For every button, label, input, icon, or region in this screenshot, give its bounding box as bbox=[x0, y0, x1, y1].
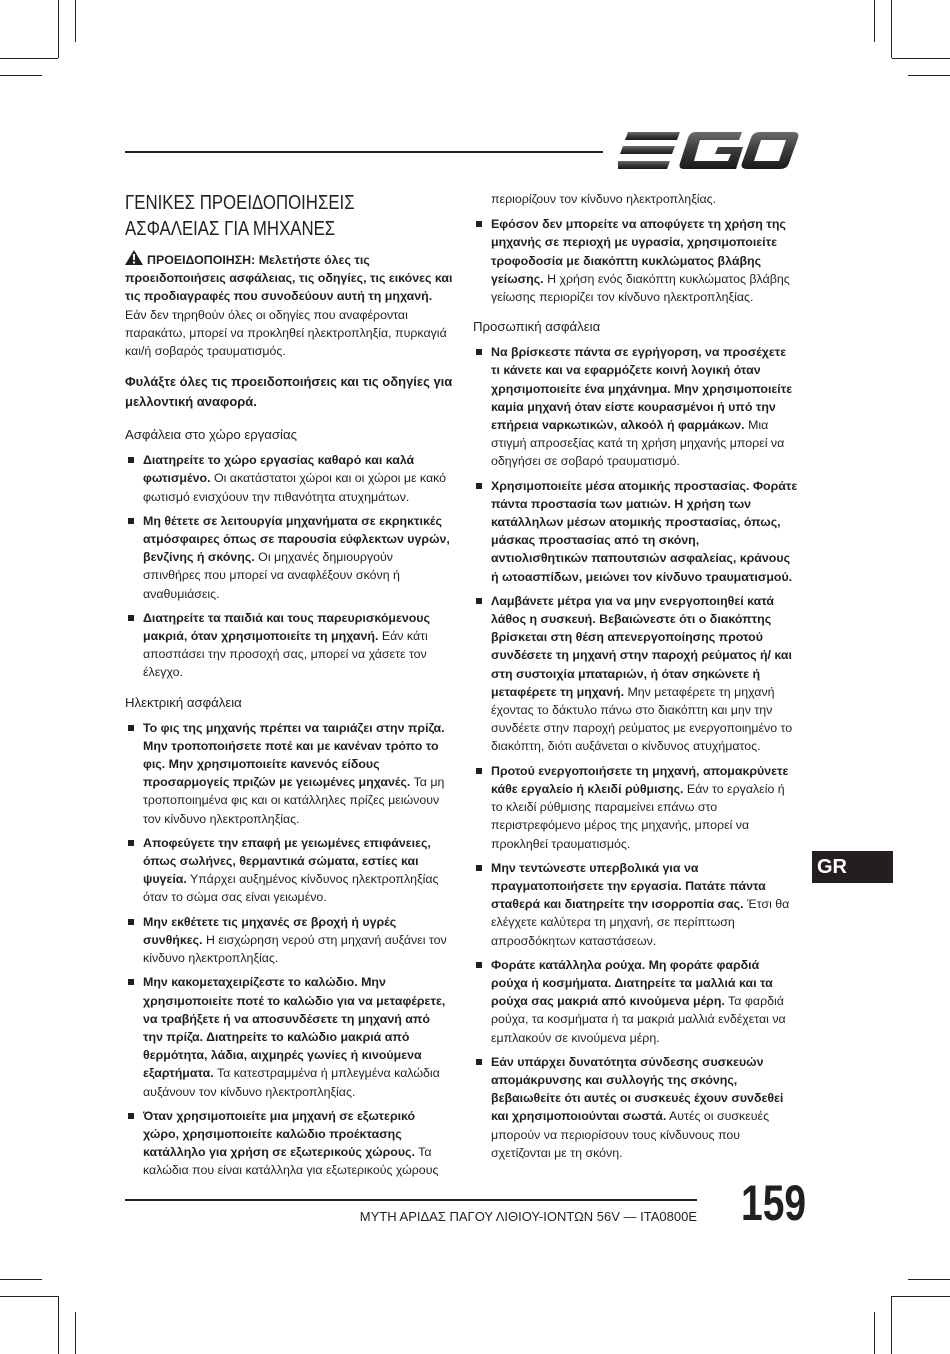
language-tab-label: GR bbox=[817, 856, 847, 878]
item-bold-text: Μην κακομεταχειρίζεστε το καλώδιο. Μην χρησιμοποιείτε ποτέ το καλώδιο για να μεταφέρετε, να τραβήξετε ή να αποσυνδέσετε τη μηχανή από την πρίζα. Διατηρείτε το καλώδιο μακριά από θερμότητα, λάδια, αιχμηρές γωνίες ή κινούμενα εξαρτήματα. bbox=[143, 975, 446, 1081]
ego-logo bbox=[618, 130, 800, 172]
item-bold-text: Μη θέτετε σε λειτουργία μηχανήματα σε εκρηκτικές ατμόσφαιρες όπως σε παρουσία εύφλεκτων υγρών, βενζίνης ή σκόνης. bbox=[143, 513, 450, 565]
crop-mark bbox=[908, 75, 950, 76]
item-bold-text: Προτού ενεργοποιήσετε τη μηχανή, απομακρύνετε κάθε εργαλείο ή κλειδί ρύθμισης. bbox=[491, 763, 789, 796]
item-bold-text: Να βρίσκεστε πάντα σε εγρήγορση, να προσέχετε τι κάνετε και να εφαρμόζετε κοινή λογική όταν χρησιμοποιείτε ένα μηχάνημα. Μην χρησιμοποιείτε καμία μηχανή όταν είστε κουρασμένοι ή υπό την επήρεια ναρκωτικών, αλκοόλ ή φαρμάκων. bbox=[491, 345, 793, 433]
item-text: Μην μεταφέρετε τη μηχανή έχοντας το δάκτυλο πάνω στο διακόπτη και μην την συνδέετε στην παροχή ρεύματος με ενεργοποιημένο το διακόπτη, διότι αυξάνεται ο κίνδυνος ατυχήματος. bbox=[491, 684, 793, 754]
list-item bbox=[473, 1053, 798, 1162]
electrical-list-continued bbox=[473, 215, 798, 306]
crop-mark bbox=[892, 1296, 950, 1297]
item-bold-text: Μην τεντώνεστε υπερβολικά για να πραγματοποιήσετε την εργασία. Πατάτε πάντα σταθερά και διατηρείτε την ισορροπία σας. bbox=[491, 860, 766, 912]
electrical-list bbox=[125, 719, 453, 1180]
keep-instructions-notice: Φυλάξτε όλες τις προειδοποιήσεις και τις οδηγίες για μελλοντική αναφορά. bbox=[125, 374, 453, 410]
item-text: Οι μηχανές δημιουργούν σπινθήρες που μπορεί να αναφλέξουν σκόνη ή αναθυμιάσεις. bbox=[143, 550, 400, 601]
crop-mark bbox=[0, 1296, 58, 1297]
list-item bbox=[125, 1107, 453, 1180]
crop-mark bbox=[75, 0, 76, 42]
item-bold-text: Λαμβάνετε μέτρα για να μην ενεργοποιηθεί κατά λάθος η συσκευή. Βεβαιώνεστε ότι ο διακόπτης βρίσκεται στη θέση απενεργοποίησης προτού συνδέσετε τη μηχανή στην παροχή ρεύματος ή/ και στη συστοιχία μπαταριών, ή όταν σηκώνετε ή μεταφέρετε τη μηχανή. bbox=[491, 593, 792, 699]
item-text: Τα κατεστραμμένα ή μπλεγμένα καλώδια αυξάνουν τον κίνδυνο ηλεκτροπληξίας. bbox=[143, 1066, 440, 1099]
list-item bbox=[125, 719, 453, 828]
list-item bbox=[473, 477, 798, 586]
item-text: Τα καλώδια που είναι κατάλληλα για εξωτερικούς χώρους bbox=[143, 1145, 439, 1178]
list-item bbox=[125, 973, 453, 1100]
item-text: Η εισχώρηση νερού στη μηχανή αυξάνει τον κίνδυνο ηλεκτροπληξίας. bbox=[143, 932, 447, 966]
item-text: Υπάρχει αυξημένος κίνδυνος ηλεκτροπληξίας όταν το σώμα σας είναι γειωμένο. bbox=[143, 872, 439, 905]
crop-mark bbox=[58, 1296, 59, 1354]
crop-mark bbox=[75, 1312, 76, 1354]
section-heading-personal: Προσωπική ασφάλεια bbox=[473, 319, 601, 335]
list-item bbox=[125, 512, 453, 603]
item-text: Τα φαρδιά ρούχα, τα κοσμήματα ή τα μακριά μαλλιά ενδέχεται να εμπλακούν σε κινούμενα μέρη. bbox=[491, 994, 786, 1045]
item-text: Εάν κάτι αποσπάσει την προσοχή σας, μπορεί να χάσετε τον έλεγχο. bbox=[143, 629, 428, 680]
list-item bbox=[473, 592, 798, 756]
warning-bold-text: ΠΡΟΕΙΔΟΠΟΙΗΣΗ: Μελετήστε όλες τις προειδοποιήσεις ασφάλειας, τις οδηγίες, τις εικόνες και τις προδιαγραφές που συνοδεύουν αυτή τη μηχανή. bbox=[125, 253, 453, 304]
right-column bbox=[473, 190, 798, 1174]
page-number: 159 bbox=[741, 1175, 807, 1231]
item-text: Εάν το εργαλείο ή το κλειδί ρύθμισης παραμείνει επάνω στο περιστρεφόμενο μέρος της μηχανής, μπορεί να προκληθεί τραυματισμός. bbox=[491, 781, 785, 851]
crop-mark bbox=[0, 1279, 42, 1280]
section-heading-work-area: Ασφάλεια στο χώρο εργασίας bbox=[125, 427, 297, 443]
crop-mark bbox=[874, 1312, 875, 1354]
footer-rule bbox=[125, 1199, 697, 1201]
list-item bbox=[473, 956, 798, 1047]
item-text: Έτσι θα ελέγχετε καλύτερα τη μηχανή, σε περίπτωση απροσδόκητων καταστάσεων. bbox=[491, 897, 790, 948]
item-bold-text: Διατηρείτε τα παιδιά και τους παρευρισκόμενους μακριά, όταν χρησιμοποιείτε τη μηχανή. bbox=[143, 610, 430, 644]
item-text: Τα μη τροποποιημένα φις και οι κατάλληλες πρίζες μειώνουν τον κίνδυνο ηλεκτροπληξίας. bbox=[143, 775, 445, 826]
item-text: Αυτές οι συσκευές μπορούν να περιορίσουν τους κίνδυνους που σχετίζονται με τη σκόνη. bbox=[491, 1109, 770, 1160]
item-bold-text: Διατηρείτε το χώρο εργασίας καθαρό και καλά φωτισμένο. bbox=[143, 453, 415, 486]
page-title: ΓΕΝΙΚΕΣ ΠΡΟΕΙΔΟΠΟΙΗΣΕΙΣ ΑΣΦΑΛΕΙΑΣ ΓΙΑ ΜΗΧΑΝΕΣ bbox=[125, 192, 355, 240]
crop-mark bbox=[0, 58, 58, 59]
crop-mark bbox=[874, 0, 875, 42]
language-tab bbox=[812, 851, 893, 883]
item-bold-text: Εάν υπάρχει δυνατότητα σύνδεσης συσκευών απομάκρυνσης και συλλογής της σκόνης, βεβαιωθείτε ότι αυτές οι συσκευές έχουν συνδεθεί και χρησιμοποιούνται σωστά. bbox=[491, 1054, 784, 1124]
warning-text: Εάν δεν τηρηθούν όλες οι οδηγίες που αναφέρονται παρακάτω, μπορεί να προκληθεί ηλεκτροπληξία, πυρκαγιά και/ή σοβαρός τραυματισμός. bbox=[125, 307, 447, 359]
crop-mark bbox=[891, 1296, 892, 1354]
list-item bbox=[125, 451, 453, 506]
crop-mark bbox=[892, 58, 950, 59]
item-bold-text: Χρησιμοποιείτε μέσα ατομικής προστασίας. Φοράτε πάντα προστασία των ματιών. Η χρήση των κατάλληλων μέσων ατομικής προστασίας, όπως, μάσκας προστασίας από τη σκόνη, αντιολισθητικών παπουτσιών ασφαλείας, κράνους ή ωτοασπίδων, μειώνει τον κίνδυνο τραυματισμού. bbox=[491, 478, 798, 584]
list-item bbox=[473, 343, 798, 470]
list-item bbox=[473, 215, 798, 306]
item-bold-text: Αποφεύγετε την επαφή με γειωμένες επιφάνειες, όπως σωλήνες, θερμαντικά σώματα, εστίες και ψυγεία. bbox=[143, 835, 431, 887]
item-bold-text: Μην εκθέτετε τις μηχανές σε βροχή ή υγρές συνθήκες. bbox=[143, 914, 397, 947]
list-item bbox=[125, 609, 453, 682]
warning-paragraph bbox=[125, 250, 453, 360]
item-text: Μια στιγμή απροσεξίας κατά τη χρήση μηχανής μπορεί να οδηγήσει σε σοβαρό τραυματισμό. bbox=[491, 418, 785, 469]
item-bold-text: Εφόσον δεν μπορείτε να αποφύγετε τη χρήση της μηχανής σε περιοχή με υγρασία, χρησιμοποιείτε τροφοδοσία με διακόπτη κυκλώματος βλάβης γείωσης. bbox=[491, 217, 786, 286]
header-rule bbox=[125, 151, 603, 153]
work-area-list bbox=[125, 451, 453, 681]
list-item bbox=[473, 762, 798, 853]
footer-product-name: ΜΥΤΗ ΑΡΙΔΑΣ ΠΑΓΟΥ ΛΙΘΙΟΥ-ΙΟΝΤΩΝ 56V — ITA0800E bbox=[359, 1209, 697, 1224]
list-item bbox=[125, 834, 453, 907]
item-bold-text: Φοράτε κατάλληλα ρούχα. Μη φοράτε φαρδιά ρούχα ή κοσμήματα. Διατηρείτε τα μαλλιά και τα ρούχα σας μακριά από κινούμενα μέρη. bbox=[491, 957, 773, 1009]
crop-mark bbox=[58, 0, 59, 58]
item-bold-text: Το φις της μηχανής πρέπει να ταιριάζει στην πρίζα. Μην τροποποιήσετε ποτέ και με κανέναν τρόπο το φις. Μην χρησιμοποιείτε κανενός είδους προσαρμογείς πριζών με γειωμένες μηχανές. bbox=[143, 720, 445, 790]
crop-mark bbox=[908, 1279, 950, 1280]
continued-text: περιορίζουν τον κίνδυνο ηλεκτροπληξίας. bbox=[491, 192, 717, 206]
item-text: Οι ακατάστατοι χώροι και οι χώροι με κακό φωτισμό ενισχύουν την πιθανότητα ατυχημάτων. bbox=[143, 471, 447, 504]
warning-triangle-icon bbox=[125, 250, 143, 265]
item-bold-text: Όταν χρησιμοποιείτε μια μηχανή σε εξωτερικό χώρο, χρησιμοποιείτε καλώδιο προέκτασης κατάλληλο για χρήση σε εξωτερικούς χώρους. bbox=[143, 1108, 416, 1160]
crop-mark bbox=[891, 0, 892, 58]
section-heading-electrical: Ηλεκτρική ασφάλεια bbox=[125, 694, 242, 710]
list-item bbox=[125, 913, 453, 968]
personal-safety-list bbox=[473, 343, 798, 1162]
list-item bbox=[473, 859, 798, 950]
crop-mark bbox=[0, 75, 42, 76]
left-column bbox=[125, 190, 453, 1192]
item-text: Η χρήση ενός διακόπτη κυκλώματος βλάβης γείωσης περιορίζει τον κίνδυνο ηλεκτροπληξίας. bbox=[491, 271, 790, 305]
